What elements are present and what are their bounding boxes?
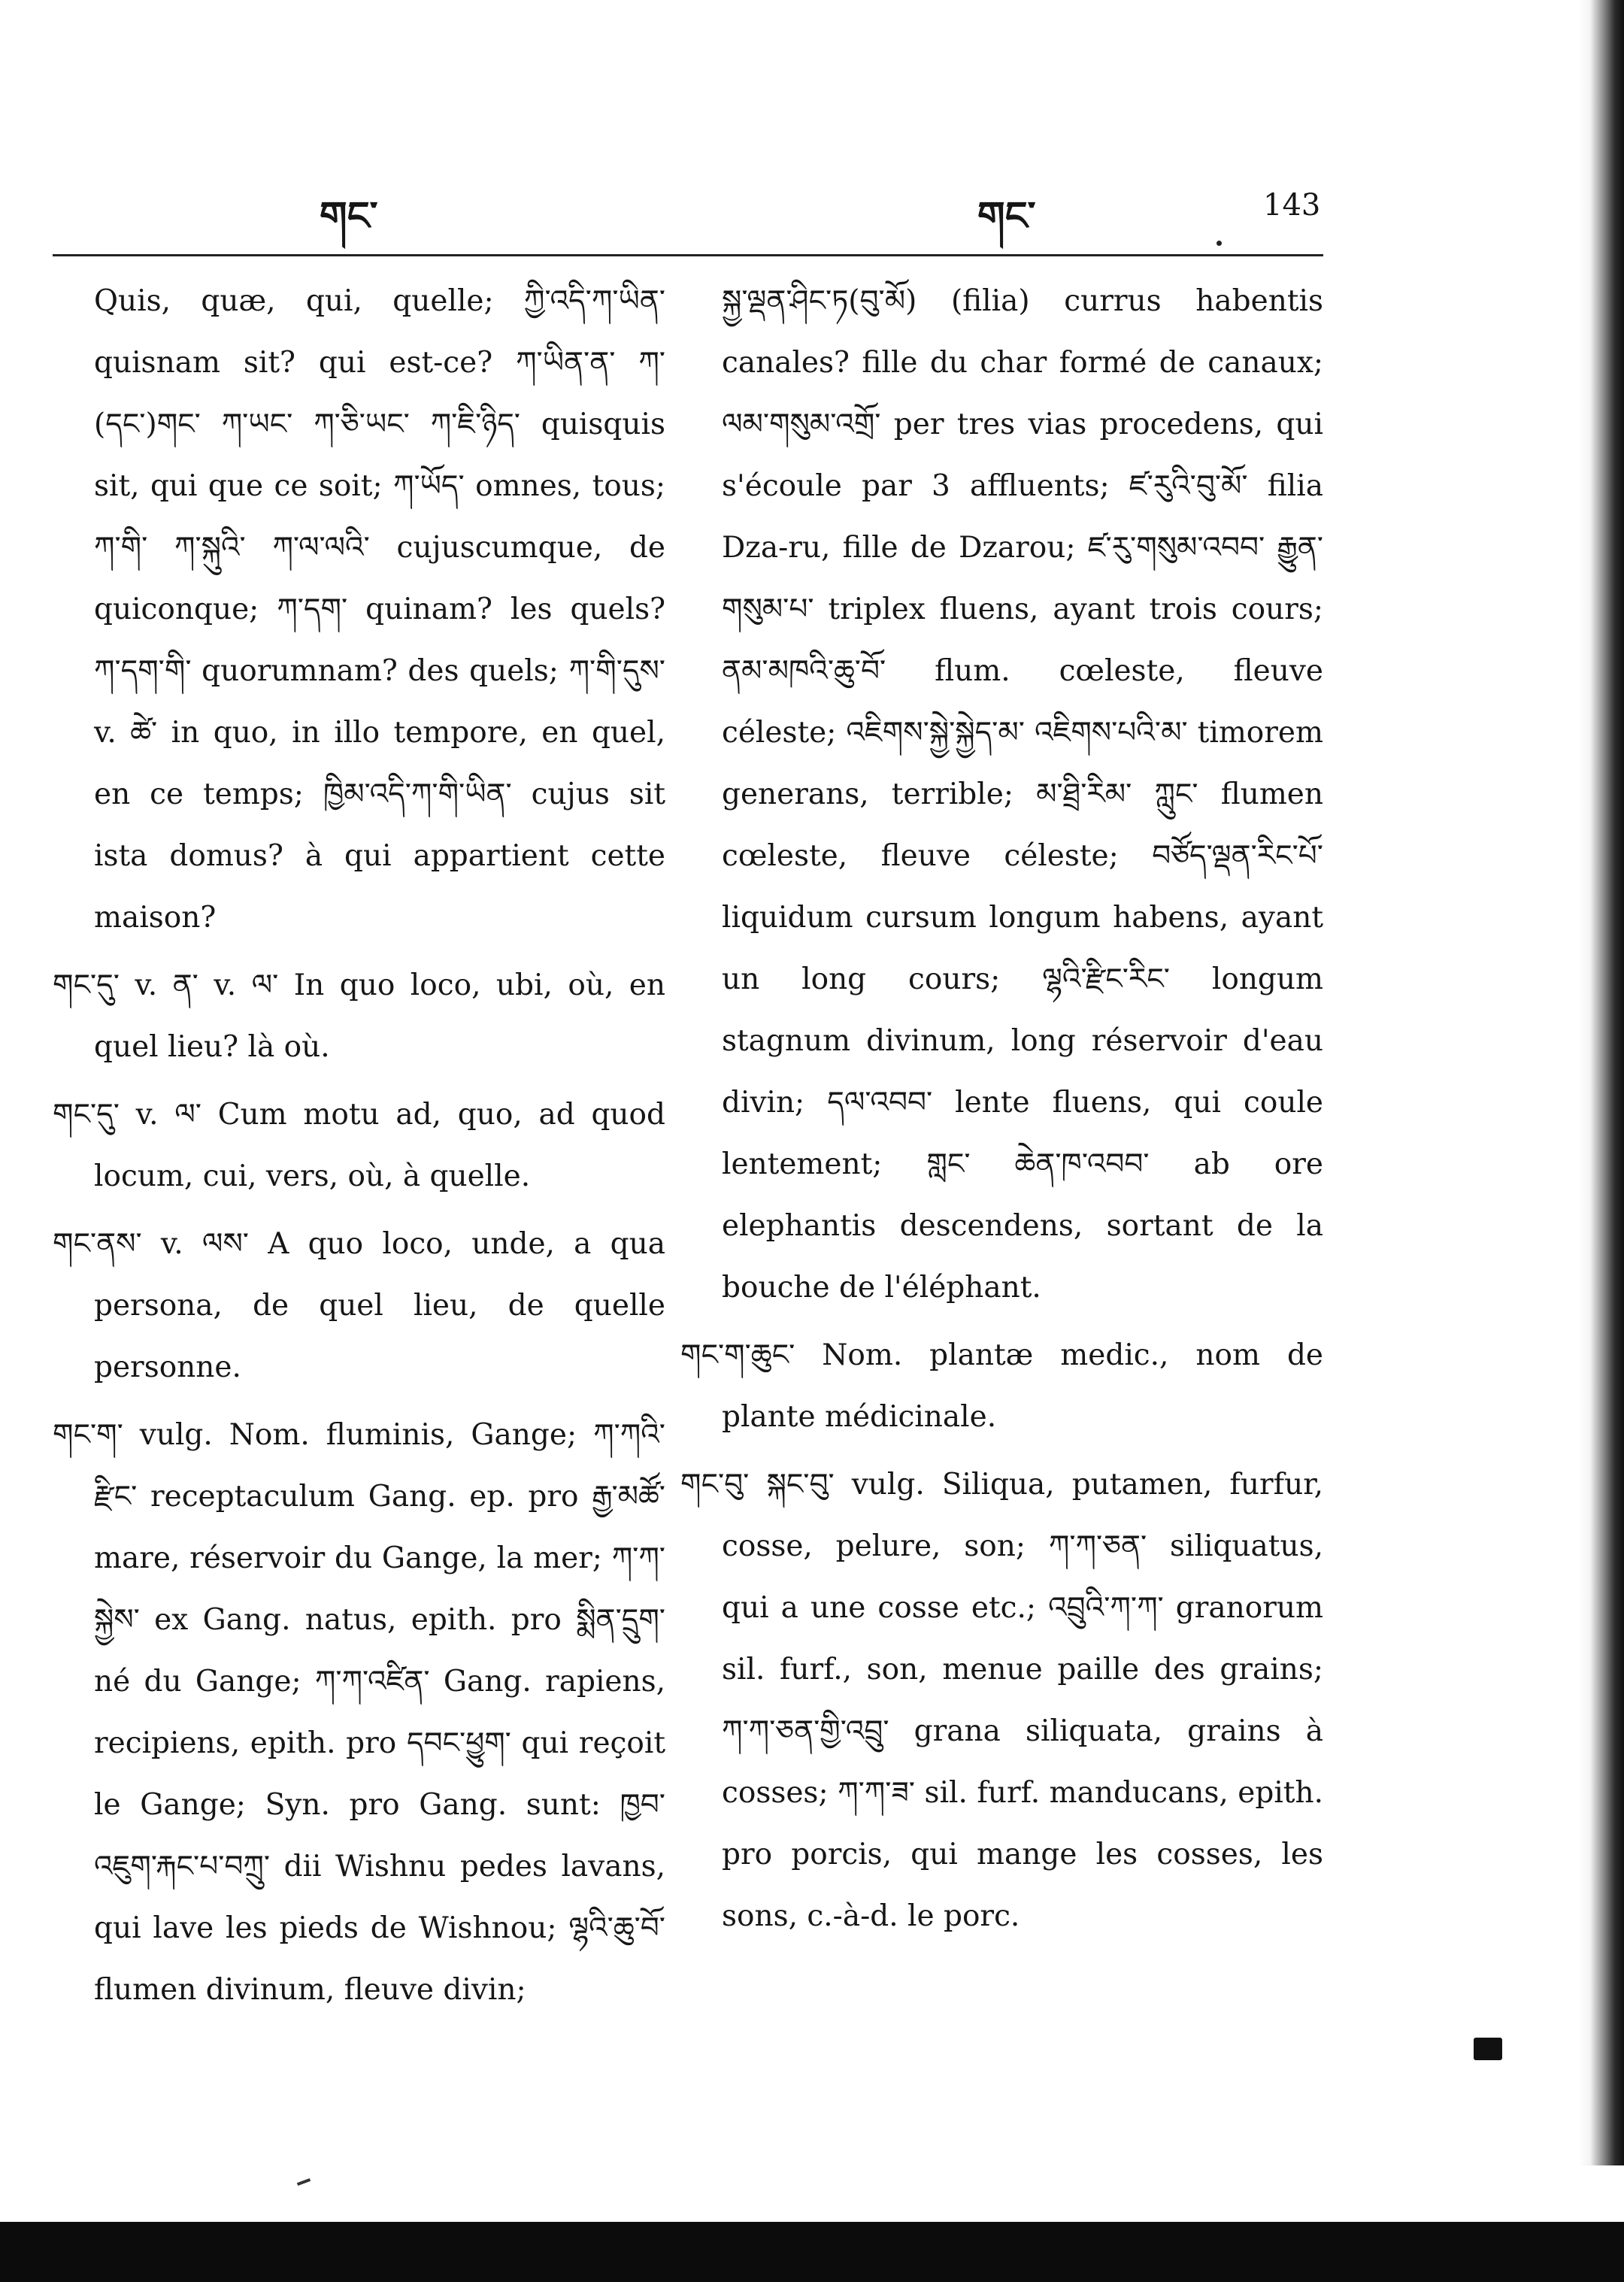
running-head-left: གང་ <box>320 193 378 239</box>
header-dot <box>1216 241 1222 246</box>
left-column <box>53 271 665 2027</box>
scan-edge-shadow <box>1579 0 1624 2165</box>
entry-gang-ga-chung: གང་ག་ཆུང་ Nom. plantæ medic., nom de plante médicinale. <box>680 1338 1323 1434</box>
margin-mark <box>1474 2038 1502 2060</box>
entry-gang-du-1: གང་དུ་ v. ན་ v. ལ་ In quo loco, ubi, où, en quel lieu? là où. <box>53 968 665 1064</box>
running-head-right: གང་ <box>977 193 1036 239</box>
header-rule <box>53 254 1323 256</box>
scan-bottom-bar <box>0 2222 1624 2282</box>
entry-gang-nas: གང་ནས་ v. ལས་ A quo loco, unde, a qua persona, de quel lieu, de quelle personne. <box>53 1227 665 1384</box>
entry-gang-bu: གང་བུ་ སྐང་བུ་ vulg. Siliqua, putamen, furfur, cosse, pelure, son; ཀ་ཀ་ཅན་ siliquatus, qui a une cosse etc.; འབྲུའི་ཀ་ཀ་ granorum sil. furf., son, menue paille des grains; ཀ་ཀ་ཅན་གྱི་འབྲུ་ grana siliquata, grains à cosses; ཀ་ཀ་ཟ་ sil. furf. manducans, epith. pro porcis, qui mange les cosses, les sons, c.-à-d. le porc. <box>680 1468 1323 1933</box>
entry-continuation-right: སྐྱ་ལྡན་ཤིང་ཏ(བུ་མོ) (filia) currus habentis canales? fille du char formé de canaux; ལམ་གསུམ་འགྲོ་ per tres vias procedens, qui s'écoule par 3 affluents; ཛ་རུའི་བུ་མོ་ filia Dza-ru, fille de Dzarou; ཛ་རུ་གསུམ་འབབ་ རྒྱུན་གསུམ་པ་ triplex fluens, ayant trois cours; ནམ་མཁའི་ཆུ་བོ་ flum. cœleste, fleuve céleste; འཇིགས་སྐྱེ་སྐྱེད་མ་ འཇིགས་པའི་མ་ timorem generans, terrible; མ་ཐྲི་རིམ་ ཀླུང་ flumen cœleste, fleuve céleste; བཙོད་ལྡན་རིང་པོ་ liquidum cursum longum habens, ayant un long cours; ལྷའི་རྫིང་རིང་ longum stagnum divinum, long réservoir d'eau divin; དལ་འབབ་ lente fluens, qui coule lentement; གླང་ ཆེན་ཁ་འབབ་ ab ore elephantis descendens, sortant de la bouche de l'éléphant. <box>722 284 1323 1305</box>
entry-gang-du-2: གང་དུ་ v. ལ་ Cum motu ad, quo, ad quod locum, cui, vers, où, à quelle. <box>53 1098 665 1193</box>
page-number: 143 <box>1263 188 1321 223</box>
stray-mark <box>297 2178 311 2186</box>
entry-continuation: Quis, quæ, qui, quelle; ཀྱི་འདི་ཀ་ཡིན་ quisnam sit? qui est-ce? ཀ་ཡིན་ན་ ཀ་ (དང་)གང་ ཀ་ཡང་ ཀ་ཅི་ཡང་ ཀ་ཇི་ཉིད་ quisquis sit, qui que ce soit; ཀ་ཡོད་ omnes, tous; ཀ་གི་ ཀ་སྐུའི་ ཀ་ལ་ལའི་ cujuscumque, de quiconque; ཀ་དག་ quinam? les quels? ཀ་དག་གི་ quorumnam? des quels; ཀ་གི་དུས་ v. ཚེ་ in quo, in illo tempore, en quel, en ce temps; ཁྱིམ་འདི་ཀ་གི་ཡིན་ cujus sit ista domus? à qui appartient cette maison? <box>94 284 665 935</box>
entry-gang-ga: གང་ག་ vulg. Nom. fluminis, Gange; ཀ་ཀའི་ རྫིང་ receptaculum Gang. ep. pro རྒྱ་མཚོ་ mare, réservoir du Gange, la mer; ཀ་ཀ་ སྐྱེས་ ex Gang. natus, epith. pro སྨིན་དྲུག་ né du Gange; ཀ་ཀ་འཛིན་ Gang. rapiens, recipiens, epith. pro དབང་ཕྱུག་ qui reçoit le Gange; Syn. pro Gang. sunt: ཁྱབ་འཇུག་རྐང་པ་བཀྲུ་ dii Wishnu pedes lavans, qui lave les pieds de Wishnou; ལྷའི་ཆུ་བོ་ flumen divinum, fleuve divin; <box>53 1418 665 2007</box>
right-column <box>680 271 1323 1953</box>
